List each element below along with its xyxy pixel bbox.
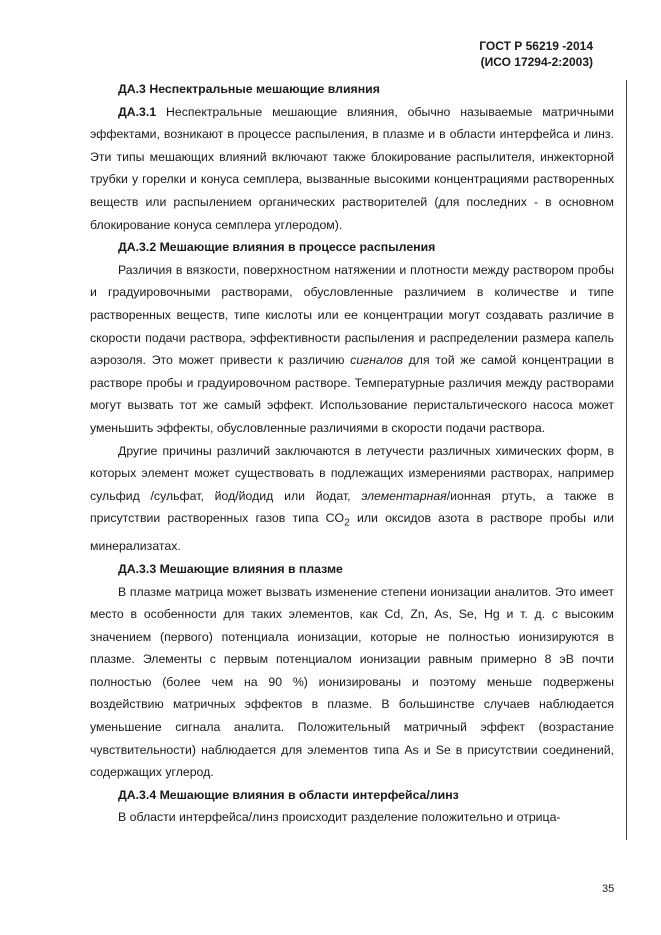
paragraph-da33: В плазме матрица может вызвать изменение степени ионизации аналитов. Это имеет место в особенности для таких элементов, как Cd, Zn, As, Se, Hg и т. д. с высоким значением (первого) потенциала ионизации, которые не полностью ионизируются в плазме. Элементы с первым потенциалом ионизации равным примерно 8 эВ почти полностью (более чем на 90 %) ионизированы и поэтому меньше подвержены воздействию матричных эффектов в плазме. В большинстве случаев наблюдается уменьшение сигнала аналита. Положительный матричный эффект (возрастание чувствительности) наблюдается для элементов типа As и Se в присутствии соединений, содержащих углерод. (90, 584, 614, 780)
section-da3-title: ДА.3 Неспектральные мешающие влияния (118, 82, 380, 96)
section-da34-title: ДА.3.4 Мешающие влияния в области интерфейса/линз (118, 787, 459, 802)
margin-rule (626, 80, 627, 840)
document-body (90, 78, 614, 829)
text-run: Другие причины различий заключаются в летучести различных химических форм, в которых элемент может существовать в подлежащих измерениями растворах, например сульфид /сульфат, йод/йодид или йодат, (90, 443, 614, 503)
text-run: или оксидов азота в растворе пробы или минерализатах. (90, 511, 615, 554)
paragraph-da34: В области интерфейса/линз происходит разделение положительно и отрица- (118, 810, 561, 825)
text-run: для той же самой концентрации в растворе пробы и градуировочном растворе. Температурные различия между растворами могут вызвать тот же самый эффект. Использование перистальтического насоса может уменьшить эффекты, обусловленные различиями в скорости подачи раствора. (90, 353, 614, 435)
paragraph-da32-2 (90, 440, 614, 558)
standard-number: ГОСТ Р 56219 -2014 (479, 39, 593, 53)
paragraph-da31 (90, 101, 614, 237)
document-header (479, 38, 593, 70)
page-number: 35 (602, 883, 615, 895)
clause-number-da31: ДА.3.1 (118, 104, 157, 119)
section-da33-title: ДА.3.3 Мешающие влияния в плазме (118, 561, 343, 576)
section-da32-title: ДА.3.2 Мешающие влияния в процессе распыления (118, 240, 436, 255)
subscript: 2 (344, 517, 350, 529)
paragraph-da32-1 (90, 259, 614, 440)
iso-reference: (ИСО 17294-2:2003) (480, 55, 593, 69)
italic-term: сигналов (350, 353, 403, 368)
text-run: Различия в вязкости, поверхностном натяжении и плотности между раствором пробы и градуировочными растворами, обусловленные различием в количестве и типе растворенных веществ, типе кислоты или ее концентрации могут создавать различие в скорости подачи раствора, эффективности распыления и распределении размера капель аэрозоля. Это может привести к различию (90, 262, 614, 368)
paragraph-da31-text: Неспектральные мешающие влияния, обычно называемые матричными эффектами, возникают в процессе распыления, в плазме и в области интерфейса и линз. Эти типы мешающих влияний включают также блокирование распылителя, инжекторной трубки у горелки и конуса семплера, вызванные высокими концентрациями растворенных веществ или распылением органических растворителей (для последних - в основном блокирование конуса семплера углеродом). (90, 104, 614, 232)
italic-term: элементарная (361, 488, 447, 503)
text-run: /ионная ртуть, а также в присутствии растворенных газов типа CO (90, 488, 615, 526)
